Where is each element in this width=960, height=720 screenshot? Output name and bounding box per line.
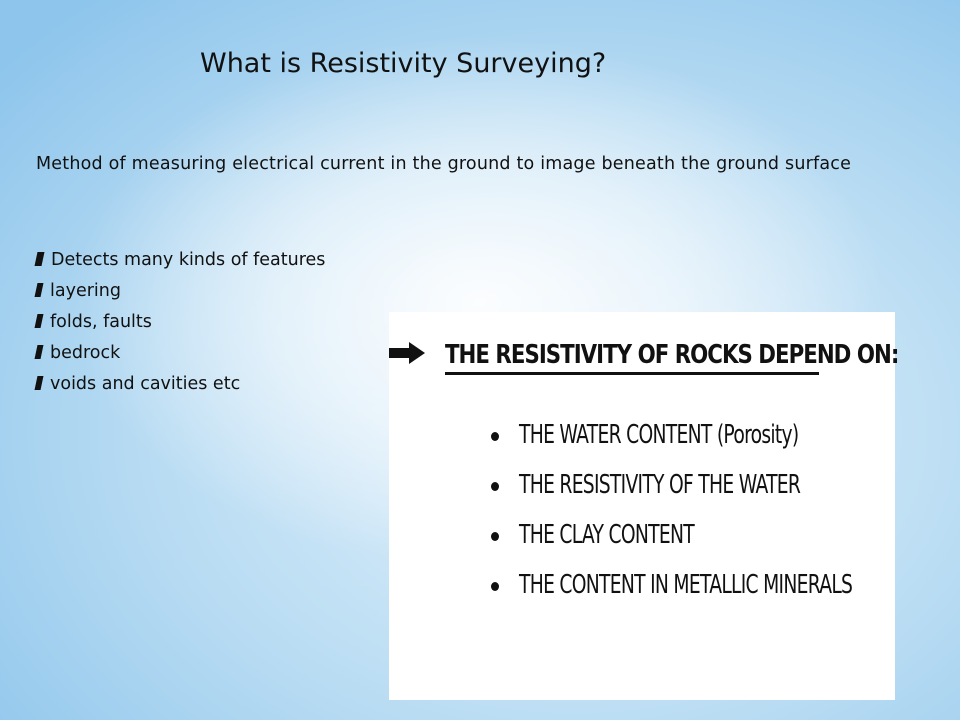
bar-bullet-icon bbox=[35, 283, 44, 297]
heading-underline bbox=[445, 372, 819, 375]
dot-bullet-icon bbox=[491, 432, 499, 441]
bar-bullet-icon bbox=[35, 252, 45, 266]
slide-title: What is Resistivity Surveying? bbox=[200, 48, 607, 79]
list-item: bedrock bbox=[36, 338, 325, 369]
list-item: folds, faults bbox=[36, 307, 325, 338]
bar-bullet-icon bbox=[35, 314, 44, 328]
list-item: voids and cavities etc bbox=[36, 369, 325, 400]
rock-resistivity-figure: THE RESISTIVITY OF ROCKS DEPEND ON: THE WATER CONTENT (Porosity) THE RESISTIVITY OF THE WATER THE CLAY CONTENT THE CONTENT IN METALLIC MINERALS bbox=[389, 312, 895, 700]
figure-heading: THE RESISTIVITY OF ROCKS DEPEND ON: bbox=[445, 340, 899, 370]
dot-bullet-icon bbox=[491, 532, 499, 541]
dot-bullet-icon bbox=[491, 582, 499, 591]
list-item: layering bbox=[36, 276, 325, 307]
right-arrow-icon bbox=[389, 342, 425, 364]
dot-bullet-icon bbox=[491, 482, 499, 491]
list-item: Detects many kinds of features bbox=[36, 245, 325, 276]
bar-bullet-icon bbox=[35, 376, 44, 390]
feature-list bbox=[36, 245, 325, 400]
intro-text: Method of measuring electrical current in the ground to image beneath the ground surface bbox=[36, 154, 852, 174]
bar-bullet-icon bbox=[35, 345, 44, 359]
